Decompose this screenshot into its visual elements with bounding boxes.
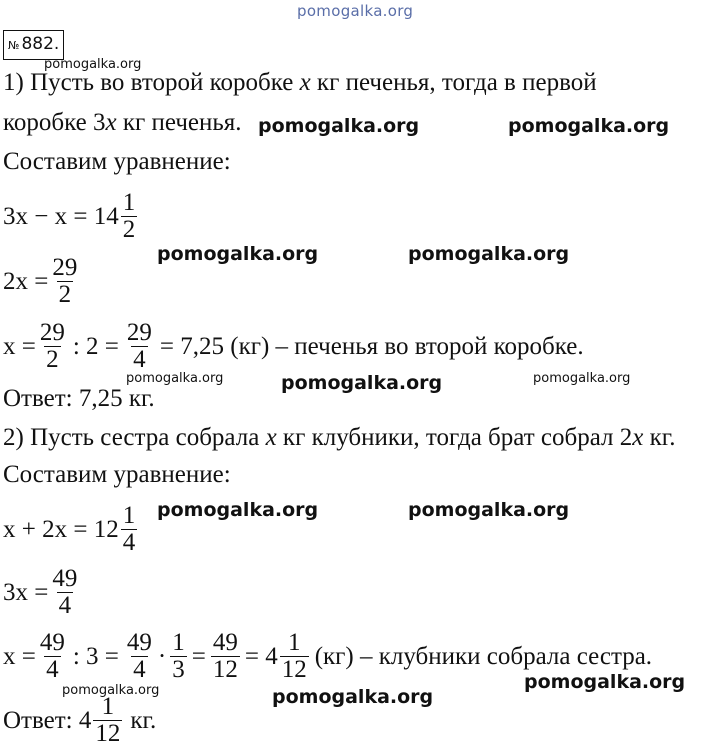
part2-intro: 2) Пусть сестра собрала x кг клубники, тогда брат собрал 2x кг. [3,424,676,451]
part2-equation-3: x = $\frac{49}{4}$ : 3 = $\frac{49}{4}$ · $\frac{1}{3}$ = $\frac{49}{12}$ = 4 $\frac{1}{12}$ (кг) – клубники собрала сестра. [3,629,653,683]
fraction: $\frac{49}{4}$ [126,629,152,683]
fraction: $\frac{49}{12}$ [212,629,238,683]
fraction: $\frac{29}{2}$ [52,254,78,308]
part1-answer: Ответ: 7,25 кг. [3,385,155,412]
task-number-badge [3,30,64,60]
fraction: $\frac{1}{4}$ [122,502,136,556]
fraction: $\frac{49}{4}$ [52,565,78,619]
watermark-small: pomogalka.org [62,683,160,698]
task-number: 882. [21,34,60,54]
part2-equation-1: x + 2x = 12 $\frac{1}{4}$ [3,502,136,556]
part2-compose-label: Составим уравнение: [3,461,231,488]
fraction: $\frac{1}{3}$ [172,629,185,683]
fraction: $\frac{1}{2}$ [122,189,136,243]
watermark-small: pomogalka.org [44,57,142,72]
fraction: $\frac{49}{4}$ [39,629,65,683]
part2-equation-2: 3x = $\frac{49}{4}$ [3,565,78,619]
watermark-large: pomogalka.org [408,499,570,521]
part1-compose-label: Составим уравнение: [3,148,231,175]
watermark-large: pomogalka.org [157,499,319,521]
part1-equation-2: 2x = $\frac{29}{2}$ [3,254,78,308]
part1-equation-1: 3x − x = 14 $\frac{1}{2}$ [3,189,136,243]
watermark-large: pomogalka.org [281,372,443,394]
fraction: $\frac{29}{4}$ [126,319,152,373]
watermark-large: pomogalka.org [157,243,319,265]
part1-intro-line2: коробке 3x кг печенья. [3,109,242,136]
part1-equation-3: x = $\frac{29}{2}$ : 2 = $\frac{29}{4}$ = 7,25 (кг) – печенья во второй коробке. [3,319,584,373]
fraction: $\frac{1}{12}$ [281,629,307,683]
fraction: $\frac{1}{12}$ [95,693,121,747]
watermark-large: pomogalka.org [508,115,670,137]
numero-sign: № [8,39,20,52]
watermark-large: pomogalka.org [272,686,434,708]
watermark-large: pomogalka.org [258,115,420,137]
part1-intro-line1: 1) Пусть во второй коробке x кг печенья, тогда в первой [3,69,597,96]
part2-answer: Ответ: 4 $\frac{1}{12}$ кг. [3,693,157,747]
watermark-small: pomogalka.org [126,371,224,386]
watermark-large: pomogalka.org [524,671,686,693]
watermark-small: pomogalka.org [533,371,631,386]
watermark-large: pomogalka.org [408,243,570,265]
fraction: $\frac{29}{2}$ [39,319,65,373]
watermark-top: pomogalka.org [297,2,414,20]
